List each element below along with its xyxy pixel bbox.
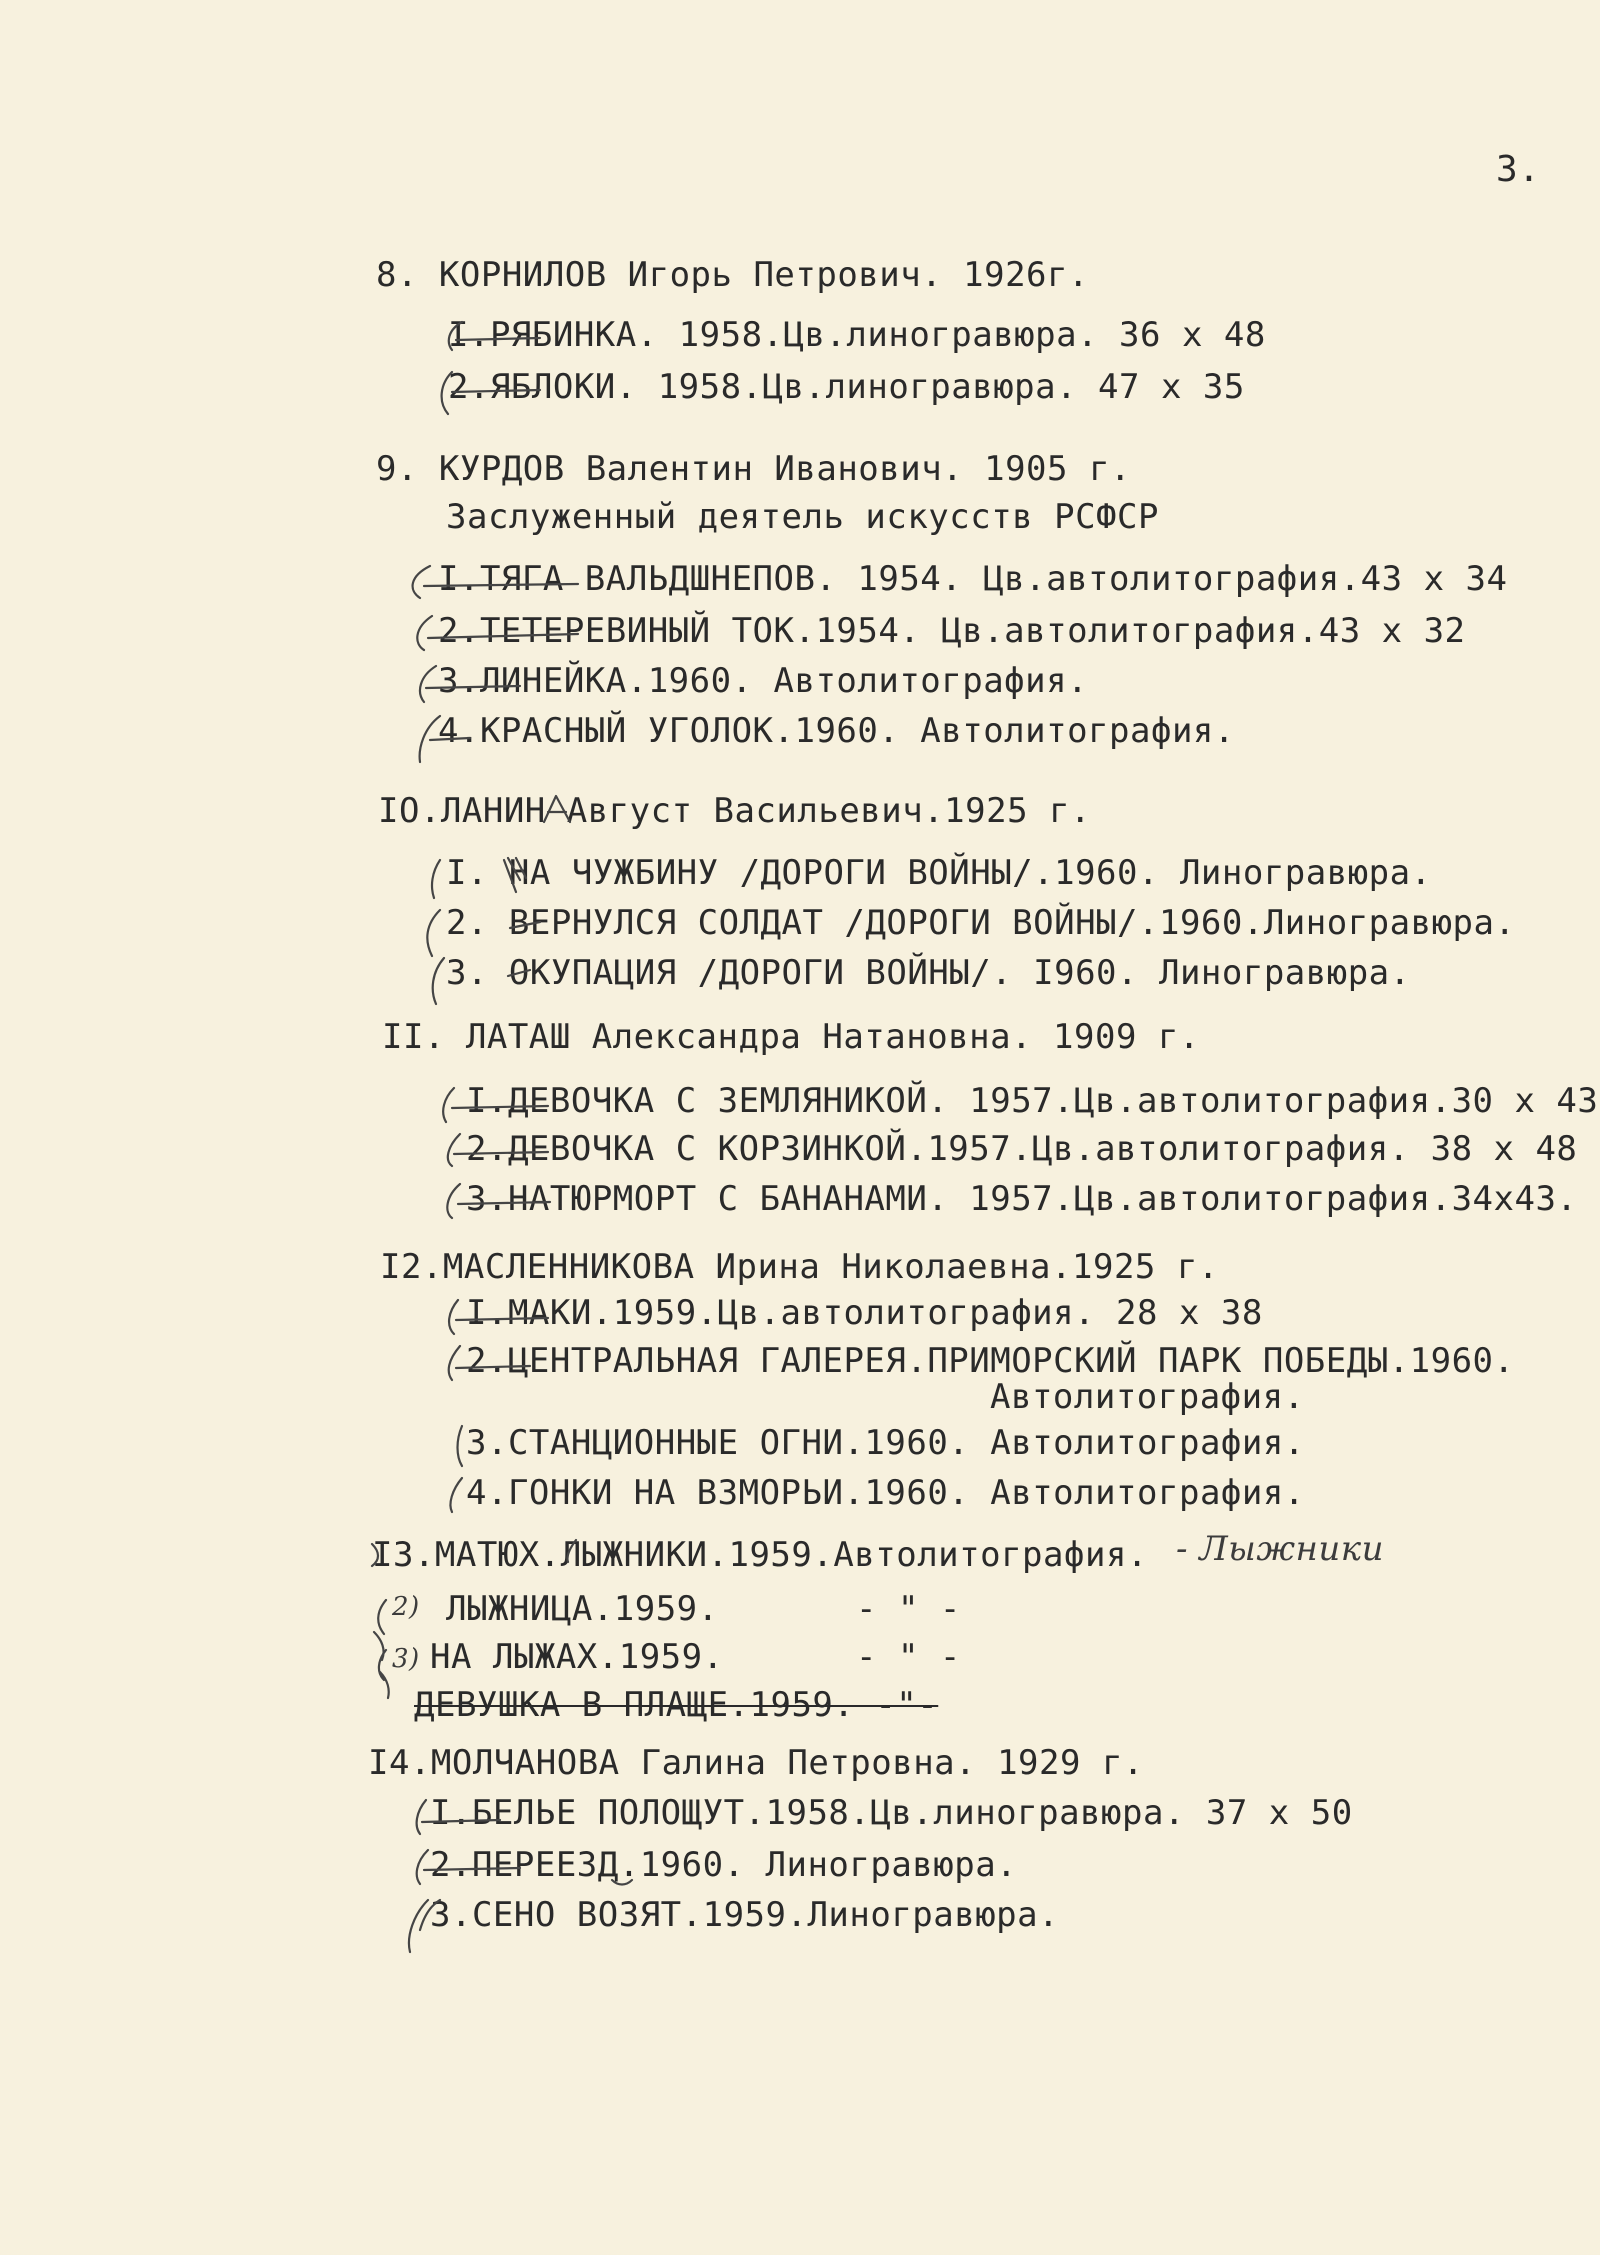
entry-item: НА ЛЫЖАХ.1959. xyxy=(430,1637,724,1677)
entry-item: 3.СТАНЦИОННЫЕ ОГНИ.1960. Автолитография. xyxy=(466,1423,1305,1463)
struck-entry-item: ДЕВУШКА В ПЛАЩЕ.1959. -"- xyxy=(414,1685,939,1725)
entry-item: 2.ТЕТЕРЕВИНЫЙ ТОК.1954. Цв.автолитография.43 x 32 xyxy=(438,611,1466,651)
entry-header: I2.МАСЛЕННИКОВА Ирина Николаевна.1925 г. xyxy=(380,1247,1219,1287)
entry-item: 2. ВЕРНУЛСЯ СОЛДАТ /ДОРОГИ ВОЙНЫ/.1960.Линогравюра. xyxy=(446,903,1516,943)
entry-item: I.РЯБИНКА. 1958.Цв.линогравюра. 36 x 48 xyxy=(448,315,1266,355)
entry-item: ЛЫЖНИЦА.1959. xyxy=(446,1589,719,1629)
entry-item: 4.ГОНКИ НА ВЗМОРЬИ.1960. Автолитография. xyxy=(466,1473,1305,1513)
pencil-check-icon xyxy=(379,1650,389,1698)
pencil-check-icon xyxy=(450,1478,462,1512)
ditto-mark: - " - xyxy=(856,1589,961,1629)
ditto-mark: - " - xyxy=(856,1637,961,1677)
handwritten-item-number: 2) xyxy=(392,1592,420,1622)
entry-item: 3.ЛИНЕЙКА.1960. Автолитография. xyxy=(438,661,1089,701)
entry-item-continuation: Автолитография. xyxy=(990,1377,1305,1417)
handwritten-item-number: 3) xyxy=(392,1644,420,1674)
entry-item: 4.КРАСНЫЙ УГОЛОК.1960. Автолитография. xyxy=(438,711,1235,751)
entry-item: 3.НАТЮРМОРТ С БАНАНАМИ. 1957.Цв.автолитография.34x43. xyxy=(466,1179,1578,1219)
entry-item: 2.ЯБЛОКИ. 1958.Цв.линогравюра. 47 x 35 xyxy=(448,367,1245,407)
entry-item: I.МАКИ.1959.Цв.автолитография. 28 x 38 xyxy=(466,1293,1263,1333)
entry-item: 2.ДЕВОЧКА С КОРЗИНКОЙ.1957.Цв.автолитография. 38 x 48 xyxy=(466,1129,1578,1169)
entry-header: II. ЛАТАШ Александра Натановна. 1909 г. xyxy=(382,1017,1200,1057)
entry-item: I.ДЕВОЧКА С ЗЕМЛЯНИКОЙ. 1957.Цв.автолитография.30 x 43 xyxy=(466,1081,1599,1121)
entry-header: 8. КОРНИЛОВ Игорь Петрович. 1926г. xyxy=(376,255,1089,295)
pencil-check-icon xyxy=(374,1600,386,1660)
pencil-check-icon xyxy=(458,1426,463,1466)
entry-header: I4.МОЛЧАНОВА Галина Петровна. 1929 г. xyxy=(368,1743,1144,1783)
page-number: 3. xyxy=(1496,149,1541,190)
entry-item: 3. ОКУПАЦИЯ /ДОРОГИ ВОЙНЫ/. I960. Линогравюра. xyxy=(446,953,1411,993)
entry-item: 3.СЕНО ВОЗЯТ.1959.Линогравюра. xyxy=(430,1895,1060,1935)
entry-item: 2.ЦЕНТРАЛЬНАЯ ГАЛЕРЕЯ.ПРИМОРСКИЙ ПАРК ПОБЕДЫ.1960. xyxy=(466,1341,1515,1381)
entry-header: IO.ЛАНИН Август Васильевич.1925 г. xyxy=(378,791,1091,831)
entry-header: 9. КУРДОВ Валентин Иванович. 1905 г. xyxy=(376,449,1131,489)
entry-item: I.ТЯГА ВАЛЬДШНЕПОВ. 1954. Цв.автолитография.43 x 34 xyxy=(438,559,1508,599)
entry-item: 2.ПЕРЕЕЗД.1960. Линогравюра. xyxy=(430,1845,1018,1885)
entry-item: I. НА ЧУЖБИНУ /ДОРОГИ ВОЙНЫ/.1960. Линогравюра. xyxy=(446,853,1432,893)
handwritten-annotation: - Лыжники xyxy=(1176,1529,1385,1569)
entry-item: I.БЕЛЬЕ ПОЛОЩУТ.1958.Цв.линогравюра. 37 x 50 xyxy=(430,1793,1353,1833)
entry-subtitle: Заслуженный деятель искусств РСФСР xyxy=(446,497,1159,537)
entry-header: I3.МАТЮХ.ЛЫЖНИКИ.1959.Автолитография. xyxy=(372,1535,1148,1575)
